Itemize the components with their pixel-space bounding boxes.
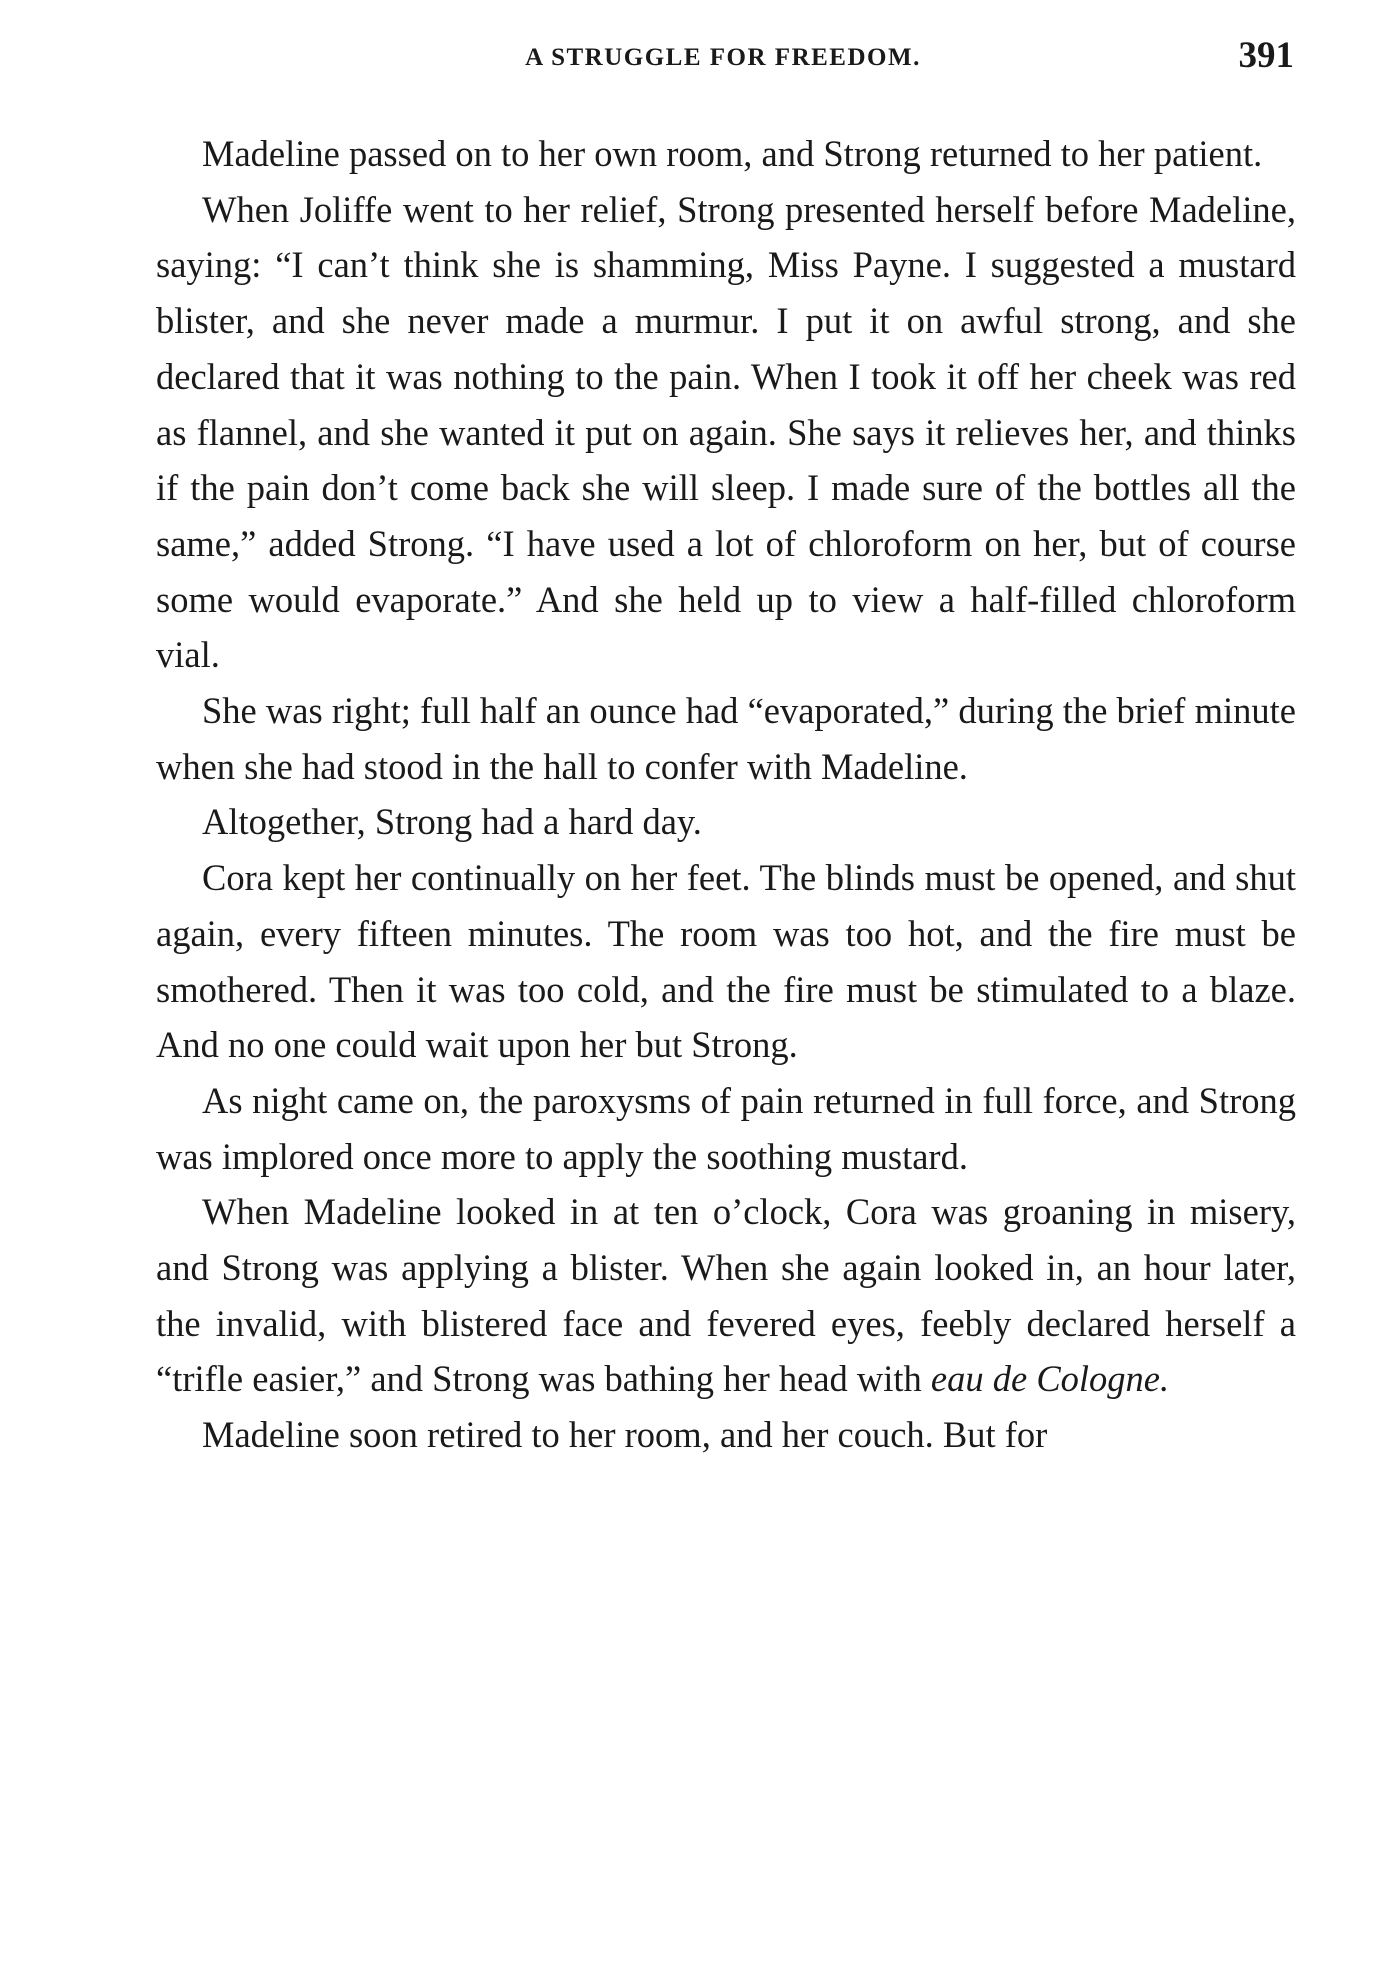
paragraph-8: Madeline soon retired to her room, and her couch. But for [202, 1414, 1048, 1456]
paragraph-7-text: When Madeline looked in at ten o’clock, Cora was groaning in misery, and Strong was applying a blister. When she again looked in, an hour later, the invalid, with blistered face and fevered eyes, feebly declared herself a “trifle easier,” and Strong was bathing her head with [156, 1191, 1296, 1400]
paragraph-3: She was right; full half an ounce had “evaporated,” during the brief minute when she had stood in the hall to confer with Madeline. [156, 690, 1296, 787]
paragraph-6: As night came on, the paroxysms of pain returned in full force, and Strong was implored once more to apply the soothing mustard. [156, 1079, 1296, 1177]
running-head [152, 34, 1294, 84]
body-text [156, 126, 1296, 1463]
running-title: A STRUGGLE FOR FREEDOM. [525, 44, 921, 71]
paragraph-7 [156, 1184, 1296, 1407]
paragraph-5: Cora kept her continually on her feet. The blinds must be opened, and shut again, every fifteen minutes. The room was too hot, and the fire must be smothered. Then it was too cold, and the fire must be stimulated to a blaze. And no one could wait upon her but Strong. [156, 857, 1296, 1066]
paragraph-1: Madeline passed on to her own room, and Strong returned to her patient. [202, 133, 1263, 174]
paragraph-2: When Joliffe went to her relief, Strong presented herself before Madeline, saying: “I can’t think she is shamming, Miss Payne. I suggested a mustard blister, and she never made a murmur. I put it on awful strong, and she declared that it was nothing to the pain. When I took it off her cheek was red as flannel, and she wanted it put on again. She says it relieves her, and thinks if the pain don’t come back she will sleep. I made sure of the bottles all the same,” added Strong. “I have used a lot of chloroform on her, but of course some would evaporate.” And she held up to view a half-filled chloroform vial. [156, 188, 1296, 676]
page-number: 391 [1238, 35, 1294, 76]
paragraph-7-italic: eau de Cologne. [930, 1358, 1170, 1400]
paragraph-4: Altogether, Strong had a hard day. [202, 801, 702, 843]
